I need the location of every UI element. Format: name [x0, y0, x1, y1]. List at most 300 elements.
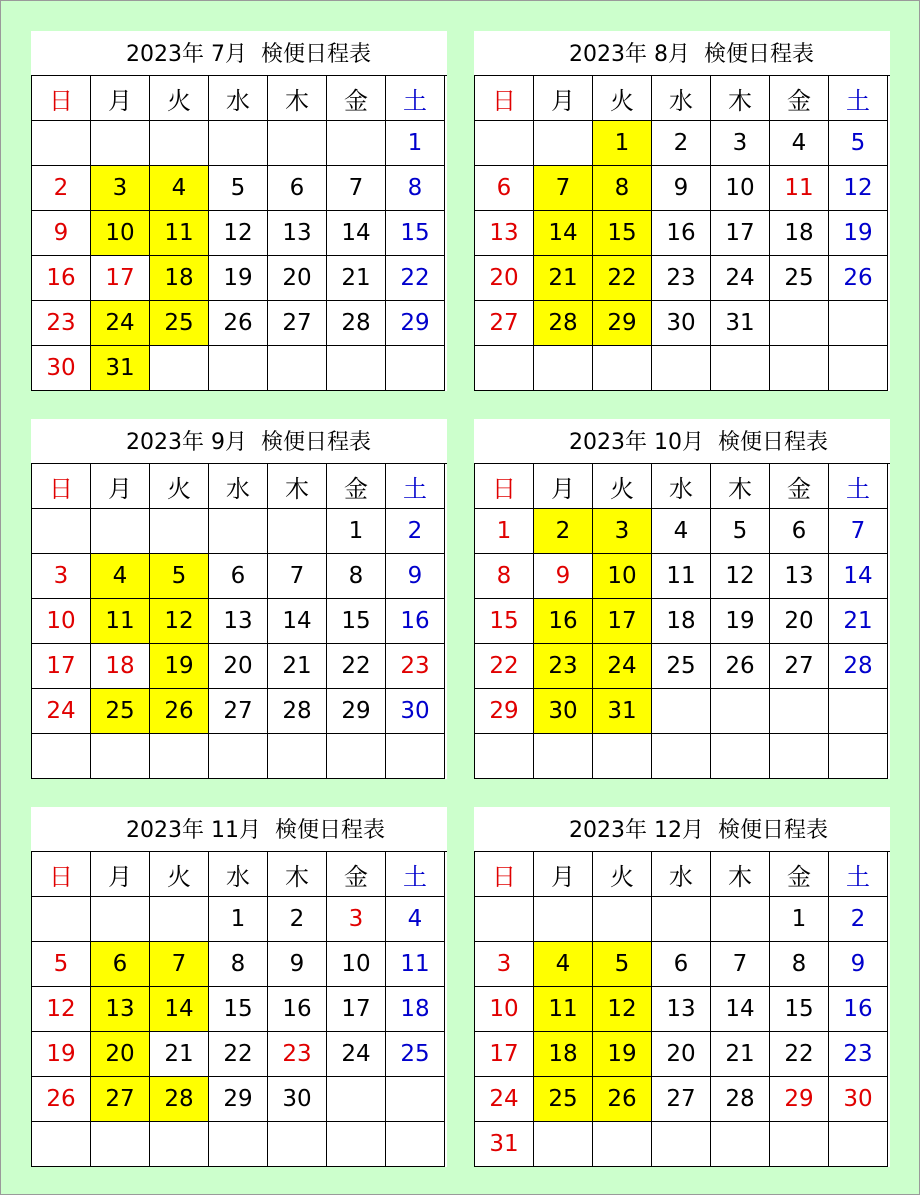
- day-cell: 17: [327, 987, 386, 1032]
- weekday-header: 土: [386, 76, 445, 121]
- day-cell: 26: [711, 644, 770, 689]
- weekday-header: 火: [150, 852, 209, 897]
- day-cell-scheduled: 11: [534, 987, 593, 1032]
- weekday-header: 水: [652, 464, 711, 509]
- day-cell: 24: [711, 256, 770, 301]
- day-cell: 29: [209, 1077, 268, 1122]
- day-cell: 22: [475, 644, 534, 689]
- day-cell: 12: [711, 554, 770, 599]
- day-cell: 10: [711, 166, 770, 211]
- empty-day-cell: [475, 346, 534, 391]
- day-cell-scheduled: 15: [593, 211, 652, 256]
- day-cell: 18: [652, 599, 711, 644]
- weekday-header: 月: [91, 852, 150, 897]
- day-cell-scheduled: 31: [91, 346, 150, 391]
- day-cell-scheduled: 30: [534, 689, 593, 734]
- empty-day-cell: [711, 897, 770, 942]
- weekday-header: 木: [711, 464, 770, 509]
- weekday-header: 水: [209, 464, 268, 509]
- empty-day-cell: [652, 689, 711, 734]
- day-cell: 20: [770, 599, 829, 644]
- day-cell-scheduled: 18: [150, 256, 209, 301]
- day-cell: 15: [475, 599, 534, 644]
- day-cell: 29: [475, 689, 534, 734]
- empty-day-cell: [386, 1077, 445, 1122]
- day-cell: 21: [711, 1032, 770, 1077]
- day-cell: 10: [475, 987, 534, 1032]
- day-cell: 7: [829, 509, 888, 554]
- weekday-header: 月: [91, 464, 150, 509]
- weekday-header-row: [475, 464, 890, 509]
- empty-day-cell: [268, 509, 327, 554]
- day-cell: 28: [829, 644, 888, 689]
- day-cell: 20: [652, 1032, 711, 1077]
- day-cell-scheduled: 26: [593, 1077, 652, 1122]
- day-cell-scheduled: 23: [534, 644, 593, 689]
- empty-day-cell: [770, 301, 829, 346]
- week-row: [475, 987, 890, 1032]
- day-cell: 15: [770, 987, 829, 1032]
- weekday-header: 火: [593, 76, 652, 121]
- day-cell: 25: [652, 644, 711, 689]
- weekday-header: 水: [652, 76, 711, 121]
- day-cell: 22: [386, 256, 445, 301]
- empty-day-cell: [534, 121, 593, 166]
- day-cell: 1: [386, 121, 445, 166]
- weekday-header: 火: [593, 852, 652, 897]
- day-cell-scheduled: 14: [534, 211, 593, 256]
- day-cell: 23: [32, 301, 91, 346]
- calendar-grid: [31, 463, 447, 779]
- month-calendar: [31, 31, 447, 391]
- day-cell-scheduled: 21: [534, 256, 593, 301]
- weekday-header-row: [475, 76, 890, 121]
- weekday-header-row: [32, 464, 447, 509]
- weekday-header: 水: [652, 852, 711, 897]
- week-row: [32, 509, 447, 554]
- weekday-header-row: [475, 852, 890, 897]
- empty-day-cell: [32, 734, 91, 779]
- day-cell: 13: [770, 554, 829, 599]
- month-calendar: [474, 31, 890, 391]
- empty-day-cell: [770, 734, 829, 779]
- day-cell: 23: [268, 1032, 327, 1077]
- weekday-header: 月: [534, 464, 593, 509]
- day-cell-scheduled: 11: [91, 599, 150, 644]
- week-row: [32, 1077, 447, 1122]
- day-cell: 18: [770, 211, 829, 256]
- day-cell: 21: [327, 256, 386, 301]
- empty-day-cell: [593, 734, 652, 779]
- weekday-header: 土: [829, 464, 888, 509]
- day-cell: 3: [711, 121, 770, 166]
- day-cell: 2: [652, 121, 711, 166]
- empty-day-cell: [91, 509, 150, 554]
- day-cell: 12: [209, 211, 268, 256]
- weekday-header: 金: [327, 76, 386, 121]
- day-cell: 29: [386, 301, 445, 346]
- day-cell: 23: [652, 256, 711, 301]
- day-cell-scheduled: 13: [91, 987, 150, 1032]
- day-cell: 15: [386, 211, 445, 256]
- day-cell: 13: [268, 211, 327, 256]
- day-cell: 14: [327, 211, 386, 256]
- empty-day-cell: [209, 121, 268, 166]
- empty-day-cell: [593, 346, 652, 391]
- day-cell: 12: [32, 987, 91, 1032]
- day-cell: 30: [652, 301, 711, 346]
- month-calendar: [31, 419, 447, 779]
- day-cell: 4: [770, 121, 829, 166]
- weekday-header: 金: [327, 464, 386, 509]
- month-calendar: [474, 807, 890, 1167]
- weekday-header-row: [32, 76, 447, 121]
- day-cell: 16: [386, 599, 445, 644]
- empty-day-cell: [268, 1122, 327, 1167]
- weekday-header-row: [32, 852, 447, 897]
- empty-day-cell: [829, 689, 888, 734]
- day-cell: 25: [770, 256, 829, 301]
- weekday-header: 金: [770, 852, 829, 897]
- weekday-header: 木: [711, 852, 770, 897]
- empty-day-cell: [209, 346, 268, 391]
- day-cell: 6: [209, 554, 268, 599]
- empty-day-cell: [32, 1122, 91, 1167]
- empty-day-cell: [268, 734, 327, 779]
- day-cell: 26: [829, 256, 888, 301]
- day-cell: 15: [327, 599, 386, 644]
- empty-day-cell: [386, 734, 445, 779]
- empty-day-cell: [534, 734, 593, 779]
- weekday-header: 木: [711, 76, 770, 121]
- day-cell-scheduled: 4: [534, 942, 593, 987]
- day-cell: 5: [209, 166, 268, 211]
- week-row: [32, 346, 447, 391]
- day-cell: 5: [32, 942, 91, 987]
- empty-day-cell: [652, 897, 711, 942]
- empty-day-cell: [268, 346, 327, 391]
- weekday-header: 土: [386, 852, 445, 897]
- day-cell: 9: [652, 166, 711, 211]
- day-cell-scheduled: 5: [150, 554, 209, 599]
- week-row: [475, 689, 890, 734]
- day-cell: 18: [91, 644, 150, 689]
- week-row: [32, 166, 447, 211]
- day-cell: 24: [327, 1032, 386, 1077]
- day-cell: 22: [327, 644, 386, 689]
- weekday-header: 月: [534, 76, 593, 121]
- empty-day-cell: [829, 301, 888, 346]
- day-cell-scheduled: 24: [91, 301, 150, 346]
- day-cell: 5: [829, 121, 888, 166]
- empty-day-cell: [652, 734, 711, 779]
- day-cell: 8: [475, 554, 534, 599]
- day-cell: 13: [475, 211, 534, 256]
- calendar-title: 2023年 12月 検便日程表: [474, 807, 890, 851]
- day-cell: 16: [652, 211, 711, 256]
- day-cell-scheduled: 24: [593, 644, 652, 689]
- week-row: [32, 897, 447, 942]
- day-cell: 21: [150, 1032, 209, 1077]
- day-cell: 14: [268, 599, 327, 644]
- day-cell-scheduled: 4: [91, 554, 150, 599]
- day-cell: 17: [711, 211, 770, 256]
- week-row: [475, 554, 890, 599]
- week-row: [475, 346, 890, 391]
- weekday-header: 日: [475, 76, 534, 121]
- day-cell-scheduled: 25: [534, 1077, 593, 1122]
- empty-day-cell: [652, 346, 711, 391]
- week-row: [475, 1077, 890, 1122]
- day-cell-scheduled: 7: [534, 166, 593, 211]
- month-calendar: [474, 419, 890, 779]
- empty-day-cell: [150, 897, 209, 942]
- empty-day-cell: [652, 1122, 711, 1167]
- calendar-grid: [474, 463, 890, 779]
- weekday-header: 火: [593, 464, 652, 509]
- week-row: [32, 554, 447, 599]
- day-cell-scheduled: 28: [150, 1077, 209, 1122]
- week-row: [32, 599, 447, 644]
- day-cell-scheduled: 2: [534, 509, 593, 554]
- day-cell-scheduled: 29: [593, 301, 652, 346]
- calendar-title: 2023年 9月 検便日程表: [31, 419, 447, 463]
- calendar-title: 2023年 7月 検便日程表: [31, 31, 447, 75]
- week-row: [475, 256, 890, 301]
- day-cell-scheduled: 11: [150, 211, 209, 256]
- day-cell: 21: [268, 644, 327, 689]
- day-cell: 5: [711, 509, 770, 554]
- day-cell: 22: [209, 1032, 268, 1077]
- day-cell: 24: [475, 1077, 534, 1122]
- weekday-header: 日: [475, 852, 534, 897]
- day-cell-scheduled: 3: [91, 166, 150, 211]
- day-cell: 1: [475, 509, 534, 554]
- day-cell: 3: [32, 554, 91, 599]
- weekday-header: 金: [770, 464, 829, 509]
- day-cell: 8: [386, 166, 445, 211]
- weekday-header: 木: [268, 76, 327, 121]
- day-cell: 3: [327, 897, 386, 942]
- day-cell: 11: [652, 554, 711, 599]
- week-row: [475, 599, 890, 644]
- day-cell: 31: [475, 1122, 534, 1167]
- weekday-header: 木: [268, 464, 327, 509]
- day-cell: 25: [386, 1032, 445, 1077]
- day-cell: 19: [32, 1032, 91, 1077]
- day-cell: 21: [829, 599, 888, 644]
- day-cell: 14: [829, 554, 888, 599]
- weekday-header: 日: [32, 76, 91, 121]
- day-cell: 14: [711, 987, 770, 1032]
- day-cell: 4: [652, 509, 711, 554]
- empty-day-cell: [386, 1122, 445, 1167]
- calendar-grid: [474, 75, 890, 391]
- day-cell: 7: [711, 942, 770, 987]
- day-cell: 6: [652, 942, 711, 987]
- day-cell: 3: [475, 942, 534, 987]
- week-row: [475, 121, 890, 166]
- day-cell: 16: [32, 256, 91, 301]
- weekday-header: 土: [386, 464, 445, 509]
- day-cell-scheduled: 5: [593, 942, 652, 987]
- day-cell-scheduled: 4: [150, 166, 209, 211]
- week-row: [32, 987, 447, 1032]
- day-cell-scheduled: 17: [593, 599, 652, 644]
- empty-day-cell: [829, 1122, 888, 1167]
- weekday-header: 月: [91, 76, 150, 121]
- day-cell: 2: [829, 897, 888, 942]
- day-cell-scheduled: 18: [534, 1032, 593, 1077]
- day-cell: 13: [209, 599, 268, 644]
- day-cell-scheduled: 3: [593, 509, 652, 554]
- calendar-title: 2023年 8月 検便日程表: [474, 31, 890, 75]
- day-cell: 2: [386, 509, 445, 554]
- empty-day-cell: [91, 121, 150, 166]
- empty-day-cell: [209, 509, 268, 554]
- empty-day-cell: [209, 1122, 268, 1167]
- day-cell-scheduled: 25: [91, 689, 150, 734]
- day-cell: 9: [32, 211, 91, 256]
- day-cell: 1: [770, 897, 829, 942]
- empty-day-cell: [32, 897, 91, 942]
- empty-day-cell: [386, 346, 445, 391]
- day-cell: 28: [711, 1077, 770, 1122]
- day-cell: 2: [268, 897, 327, 942]
- day-cell: 18: [386, 987, 445, 1032]
- day-cell: 22: [770, 1032, 829, 1077]
- week-row: [32, 689, 447, 734]
- day-cell: 27: [652, 1077, 711, 1122]
- day-cell: 17: [475, 1032, 534, 1077]
- day-cell: 27: [268, 301, 327, 346]
- day-cell-scheduled: 7: [150, 942, 209, 987]
- week-row: [475, 942, 890, 987]
- week-row: [32, 942, 447, 987]
- day-cell: 30: [386, 689, 445, 734]
- day-cell: 11: [386, 942, 445, 987]
- day-cell: 16: [268, 987, 327, 1032]
- day-cell: 13: [652, 987, 711, 1032]
- month-calendar: [31, 807, 447, 1167]
- day-cell-scheduled: 8: [593, 166, 652, 211]
- week-row: [475, 1122, 890, 1167]
- empty-day-cell: [150, 121, 209, 166]
- day-cell-scheduled: 10: [593, 554, 652, 599]
- day-cell: 28: [268, 689, 327, 734]
- empty-day-cell: [327, 734, 386, 779]
- empty-day-cell: [475, 734, 534, 779]
- day-cell: 7: [268, 554, 327, 599]
- empty-day-cell: [711, 734, 770, 779]
- day-cell-scheduled: 1: [593, 121, 652, 166]
- week-row: [475, 166, 890, 211]
- empty-day-cell: [534, 1122, 593, 1167]
- week-row: [475, 644, 890, 689]
- day-cell: 10: [32, 599, 91, 644]
- day-cell-scheduled: 10: [91, 211, 150, 256]
- day-cell: 28: [327, 301, 386, 346]
- day-cell: 11: [770, 166, 829, 211]
- day-cell: 1: [327, 509, 386, 554]
- empty-day-cell: [534, 897, 593, 942]
- day-cell: 7: [327, 166, 386, 211]
- week-row: [32, 644, 447, 689]
- day-cell: 26: [32, 1077, 91, 1122]
- calendar-grid: [474, 851, 890, 1167]
- weekday-header: 土: [829, 76, 888, 121]
- day-cell: 27: [475, 301, 534, 346]
- weekday-header: 火: [150, 76, 209, 121]
- empty-day-cell: [711, 346, 770, 391]
- week-row: [475, 734, 890, 779]
- day-cell: 9: [534, 554, 593, 599]
- calendar-grid: [31, 851, 447, 1167]
- day-cell: 9: [829, 942, 888, 987]
- empty-day-cell: [150, 346, 209, 391]
- day-cell: 30: [829, 1077, 888, 1122]
- empty-day-cell: [711, 689, 770, 734]
- day-cell-scheduled: 16: [534, 599, 593, 644]
- day-cell: 8: [770, 942, 829, 987]
- day-cell-scheduled: 27: [91, 1077, 150, 1122]
- empty-day-cell: [475, 897, 534, 942]
- day-cell: 8: [209, 942, 268, 987]
- day-cell: 29: [327, 689, 386, 734]
- day-cell: 1: [209, 897, 268, 942]
- empty-day-cell: [534, 346, 593, 391]
- empty-day-cell: [475, 121, 534, 166]
- day-cell: 27: [770, 644, 829, 689]
- empty-day-cell: [770, 689, 829, 734]
- empty-day-cell: [32, 121, 91, 166]
- calendar-grid: [31, 75, 447, 391]
- weekday-header: 水: [209, 852, 268, 897]
- empty-day-cell: [593, 1122, 652, 1167]
- day-cell: 30: [32, 346, 91, 391]
- day-cell: 23: [386, 644, 445, 689]
- day-cell: 31: [711, 301, 770, 346]
- day-cell-scheduled: 25: [150, 301, 209, 346]
- weekday-header: 水: [209, 76, 268, 121]
- day-cell: 6: [475, 166, 534, 211]
- empty-day-cell: [770, 346, 829, 391]
- empty-day-cell: [268, 121, 327, 166]
- weekday-header: 木: [268, 852, 327, 897]
- day-cell-scheduled: 19: [593, 1032, 652, 1077]
- day-cell: 8: [327, 554, 386, 599]
- week-row: [32, 301, 447, 346]
- empty-day-cell: [770, 1122, 829, 1167]
- week-row: [32, 734, 447, 779]
- week-row: [475, 211, 890, 256]
- day-cell: 9: [268, 942, 327, 987]
- day-cell: 19: [829, 211, 888, 256]
- weekday-header: 月: [534, 852, 593, 897]
- weekday-header: 火: [150, 464, 209, 509]
- weekday-header: 日: [32, 464, 91, 509]
- week-row: [475, 301, 890, 346]
- day-cell: 6: [770, 509, 829, 554]
- day-cell-scheduled: 20: [91, 1032, 150, 1077]
- day-cell: 26: [209, 301, 268, 346]
- day-cell: 16: [829, 987, 888, 1032]
- day-cell: 30: [268, 1077, 327, 1122]
- weekday-header: 日: [475, 464, 534, 509]
- day-cell: 23: [829, 1032, 888, 1077]
- day-cell: 10: [327, 942, 386, 987]
- empty-day-cell: [91, 734, 150, 779]
